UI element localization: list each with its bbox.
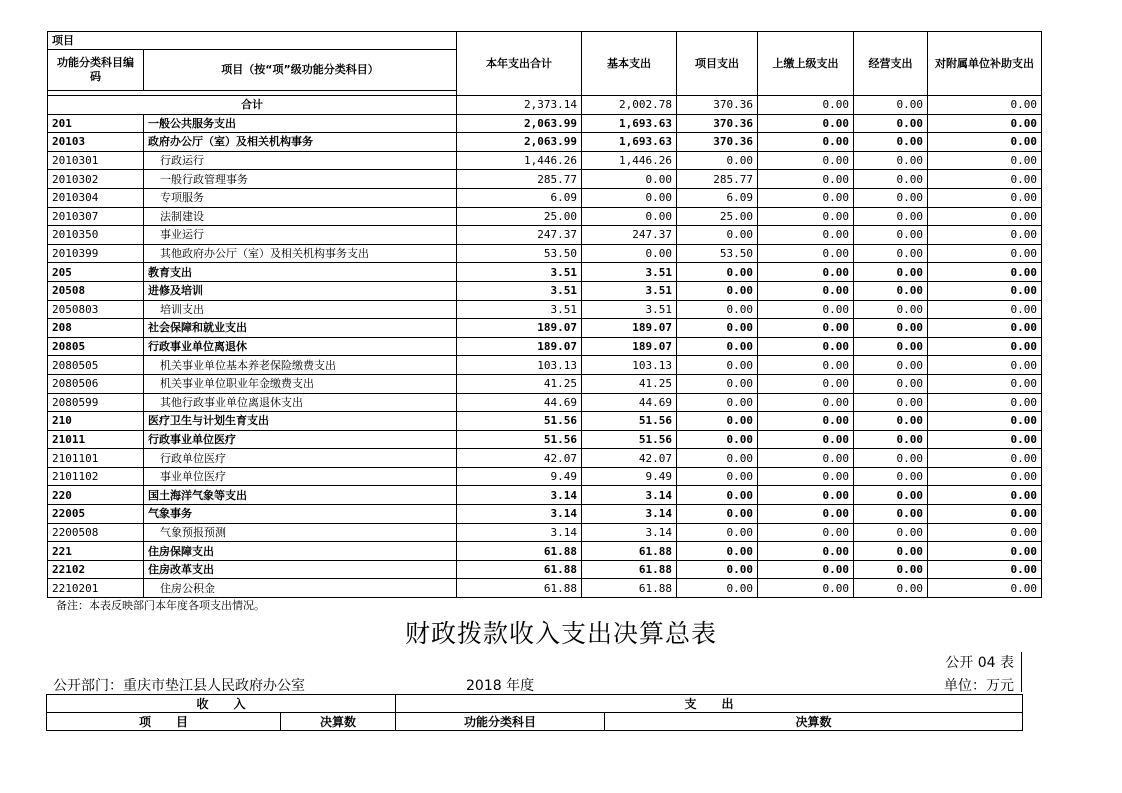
- year-label: 2018 年度: [466, 678, 535, 694]
- header-upper: 上缴上级支出: [758, 32, 854, 96]
- row-sub: 0.00: [928, 486, 1042, 505]
- row-basic: 0.00: [582, 188, 677, 207]
- row-basic: 3.14: [582, 505, 677, 524]
- row-basic: 3.14: [582, 486, 677, 505]
- total-total: 2,373.14: [457, 96, 582, 115]
- row-proj: 285.77: [677, 170, 758, 189]
- row-name: 行政单位医疗: [144, 449, 457, 468]
- row-upper: 0.00: [758, 467, 854, 486]
- row-sub: 0.00: [928, 263, 1042, 282]
- row-name: 专项服务: [144, 188, 457, 207]
- row-name: 培训支出: [144, 300, 457, 319]
- row-oper: 0.00: [854, 151, 928, 170]
- row-basic: 61.88: [582, 542, 677, 561]
- row-sub: 0.00: [928, 505, 1042, 524]
- header-project-expense: 项目支出: [677, 32, 758, 96]
- row-code: 20805: [48, 337, 144, 356]
- row-sub: 0.00: [928, 170, 1042, 189]
- row-proj: 0.00: [677, 542, 758, 561]
- row-code: 205: [48, 263, 144, 282]
- row-name: 机关事业单位基本养老保险缴费支出: [144, 356, 457, 375]
- row-upper: 0.00: [758, 374, 854, 393]
- row-proj: 370.36: [677, 114, 758, 133]
- row-total: 51.56: [457, 412, 582, 431]
- row-basic: 189.07: [582, 337, 677, 356]
- table-row: [48, 263, 1042, 282]
- row-sub: 0.00: [928, 449, 1042, 468]
- row-name: 住房保障支出: [144, 542, 457, 561]
- row-proj: 0.00: [677, 281, 758, 300]
- row-name: 住房公积金: [144, 579, 457, 598]
- row-name: 行政事业单位离退休: [144, 337, 457, 356]
- row-code: 201: [48, 114, 144, 133]
- row-upper: 0.00: [758, 151, 854, 170]
- row-code: 221: [48, 542, 144, 561]
- row-code: 2010307: [48, 207, 144, 226]
- row-total: 189.07: [457, 319, 582, 338]
- row-upper: 0.00: [758, 560, 854, 579]
- income-header: 收 入: [47, 695, 396, 713]
- row-total: 3.51: [457, 263, 582, 282]
- header-total: 本年支出合计: [457, 32, 582, 96]
- row-total: 44.69: [457, 393, 582, 412]
- total-proj: 370.36: [677, 96, 758, 115]
- row-code: 21011: [48, 430, 144, 449]
- row-upper: 0.00: [758, 319, 854, 338]
- table-row: [48, 188, 1042, 207]
- header-name: 项目（按“项”级功能分类科目）: [144, 50, 457, 91]
- total-label: 合计: [48, 96, 457, 115]
- row-proj: 370.36: [677, 133, 758, 152]
- row-proj: 0.00: [677, 356, 758, 375]
- row-proj: 0.00: [677, 393, 758, 412]
- row-proj: 0.00: [677, 263, 758, 282]
- row-proj: 0.00: [677, 337, 758, 356]
- row-total: 25.00: [457, 207, 582, 226]
- row-upper: 0.00: [758, 523, 854, 542]
- row-name: 事业运行: [144, 226, 457, 245]
- header-subsidy: 对附属单位补助支出: [928, 32, 1042, 96]
- row-code: 22102: [48, 560, 144, 579]
- row-oper: 0.00: [854, 188, 928, 207]
- function-header: 功能分类科目: [396, 713, 605, 731]
- row-code: 210: [48, 412, 144, 431]
- row-code: 20508: [48, 281, 144, 300]
- row-basic: 41.25: [582, 374, 677, 393]
- row-upper: 0.00: [758, 114, 854, 133]
- row-name: 进修及培训: [144, 281, 457, 300]
- row-sub: 0.00: [928, 226, 1042, 245]
- table-row: [48, 579, 1042, 598]
- row-basic: 1,446.26: [582, 151, 677, 170]
- total-upper: 0.00: [758, 96, 854, 115]
- row-basic: 51.56: [582, 412, 677, 431]
- row-sub: 0.00: [928, 244, 1042, 263]
- table-row: [48, 430, 1042, 449]
- table-row: [48, 226, 1042, 245]
- page-title: 财政拨款收入支出决算总表: [404, 619, 717, 648]
- row-code: 20103: [48, 133, 144, 152]
- row-upper: 0.00: [758, 356, 854, 375]
- row-total: 9.49: [457, 467, 582, 486]
- row-total: 3.14: [457, 505, 582, 524]
- row-oper: 0.00: [854, 207, 928, 226]
- row-upper: 0.00: [758, 281, 854, 300]
- row-total: 51.56: [457, 430, 582, 449]
- row-total: 2,063.99: [457, 133, 582, 152]
- row-basic: 0.00: [582, 170, 677, 189]
- row-proj: 0.00: [677, 486, 758, 505]
- row-oper: 0.00: [854, 281, 928, 300]
- row-name: 气象事务: [144, 505, 457, 524]
- row-name: 一般行政管理事务: [144, 170, 457, 189]
- row-code: 2080599: [48, 393, 144, 412]
- department-label: 公开部门：重庆市垫江县人民政府办公室: [53, 678, 305, 694]
- total-sub: 0.00: [928, 96, 1042, 115]
- row-upper: 0.00: [758, 449, 854, 468]
- row-sub: 0.00: [928, 393, 1042, 412]
- table-note: 备注：本表反映部门本年度各项支出情况。: [56, 599, 265, 612]
- row-total: 1,446.26: [457, 151, 582, 170]
- table-row: [48, 393, 1042, 412]
- row-oper: 0.00: [854, 430, 928, 449]
- row-sub: 0.00: [928, 560, 1042, 579]
- row-total: 285.77: [457, 170, 582, 189]
- table-row: [48, 114, 1042, 133]
- table-row: [48, 505, 1042, 524]
- row-name: 气象预报预测: [144, 523, 457, 542]
- row-upper: 0.00: [758, 226, 854, 245]
- row-sub: 0.00: [928, 412, 1042, 431]
- table-row: [48, 244, 1042, 263]
- row-proj: 0.00: [677, 523, 758, 542]
- expenditure-table: [47, 31, 1042, 598]
- row-upper: 0.00: [758, 486, 854, 505]
- table-row: [48, 374, 1042, 393]
- row-name: 机关事业单位职业年金缴费支出: [144, 374, 457, 393]
- table-row: [48, 319, 1042, 338]
- row-name: 一般公共服务支出: [144, 114, 457, 133]
- row-sub: 0.00: [928, 579, 1042, 598]
- row-name: 事业单位医疗: [144, 467, 457, 486]
- row-total: 103.13: [457, 356, 582, 375]
- row-total: 61.88: [457, 560, 582, 579]
- row-name: 其他政府办公厅（室）及相关机构事务支出: [144, 244, 457, 263]
- table-row: [48, 467, 1042, 486]
- row-basic: 3.51: [582, 263, 677, 282]
- row-proj: 0.00: [677, 374, 758, 393]
- row-oper: 0.00: [854, 486, 928, 505]
- divider-line: [1021, 652, 1022, 692]
- row-code: 2010304: [48, 188, 144, 207]
- row-code: 2010350: [48, 226, 144, 245]
- row-proj: 6.09: [677, 188, 758, 207]
- row-proj: 0.00: [677, 430, 758, 449]
- header-code: 功能分类科目编码: [48, 50, 144, 91]
- row-basic: 44.69: [582, 393, 677, 412]
- row-code: 2101101: [48, 449, 144, 468]
- row-upper: 0.00: [758, 188, 854, 207]
- row-total: 6.09: [457, 188, 582, 207]
- row-basic: 0.00: [582, 207, 677, 226]
- total-oper: 0.00: [854, 96, 928, 115]
- table-row: [48, 170, 1042, 189]
- row-sub: 0.00: [928, 114, 1042, 133]
- row-total: 3.14: [457, 523, 582, 542]
- row-oper: 0.00: [854, 263, 928, 282]
- row-name: 国土海洋气象等支出: [144, 486, 457, 505]
- row-basic: 42.07: [582, 449, 677, 468]
- row-sub: 0.00: [928, 207, 1042, 226]
- row-name: 医疗卫生与计划生育支出: [144, 412, 457, 431]
- row-oper: 0.00: [854, 170, 928, 189]
- row-oper: 0.00: [854, 133, 928, 152]
- row-sub: 0.00: [928, 356, 1042, 375]
- header-operating: 经营支出: [854, 32, 928, 96]
- row-upper: 0.00: [758, 263, 854, 282]
- row-upper: 0.00: [758, 579, 854, 598]
- row-name: 住房改革支出: [144, 560, 457, 579]
- table-row: [48, 300, 1042, 319]
- row-sub: 0.00: [928, 337, 1042, 356]
- row-total: 3.51: [457, 281, 582, 300]
- row-upper: 0.00: [758, 393, 854, 412]
- row-name: 其他行政事业单位离退休支出: [144, 393, 457, 412]
- row-proj: 0.00: [677, 319, 758, 338]
- row-proj: 0.00: [677, 449, 758, 468]
- row-upper: 0.00: [758, 505, 854, 524]
- header-project: 项目: [48, 32, 457, 50]
- header-basic: 基本支出: [582, 32, 677, 96]
- row-basic: 61.88: [582, 579, 677, 598]
- row-oper: 0.00: [854, 449, 928, 468]
- table-row: [48, 412, 1042, 431]
- row-upper: 0.00: [758, 170, 854, 189]
- row-total: 2,063.99: [457, 114, 582, 133]
- row-proj: 0.00: [677, 151, 758, 170]
- row-oper: 0.00: [854, 523, 928, 542]
- row-name: 行政运行: [144, 151, 457, 170]
- row-code: 220: [48, 486, 144, 505]
- row-basic: 0.00: [582, 244, 677, 263]
- row-oper: 0.00: [854, 319, 928, 338]
- row-oper: 0.00: [854, 356, 928, 375]
- row-proj: 53.50: [677, 244, 758, 263]
- row-proj: 25.00: [677, 207, 758, 226]
- row-oper: 0.00: [854, 467, 928, 486]
- row-code: 2080506: [48, 374, 144, 393]
- row-basic: 1,693.63: [582, 114, 677, 133]
- row-code: 208: [48, 319, 144, 338]
- row-total: 189.07: [457, 337, 582, 356]
- row-basic: 3.51: [582, 281, 677, 300]
- row-oper: 0.00: [854, 579, 928, 598]
- row-proj: 0.00: [677, 467, 758, 486]
- row-basic: 61.88: [582, 560, 677, 579]
- fiscal-summary-table: [46, 694, 1023, 731]
- row-upper: 0.00: [758, 207, 854, 226]
- row-name: 政府办公厅（室）及相关机构事务: [144, 133, 457, 152]
- row-total: 41.25: [457, 374, 582, 393]
- row-sub: 0.00: [928, 319, 1042, 338]
- expense-amount-header: 决算数: [605, 713, 1023, 731]
- row-basic: 51.56: [582, 430, 677, 449]
- table-row: [48, 337, 1042, 356]
- row-total: 247.37: [457, 226, 582, 245]
- row-proj: 0.00: [677, 412, 758, 431]
- row-sub: 0.00: [928, 188, 1042, 207]
- row-proj: 0.00: [677, 300, 758, 319]
- row-oper: 0.00: [854, 542, 928, 561]
- row-oper: 0.00: [854, 114, 928, 133]
- income-amount-header: 决算数: [281, 713, 396, 731]
- row-oper: 0.00: [854, 337, 928, 356]
- row-total: 3.14: [457, 486, 582, 505]
- table-row: [48, 281, 1042, 300]
- table-row: [48, 151, 1042, 170]
- row-basic: 3.14: [582, 523, 677, 542]
- row-total: 42.07: [457, 449, 582, 468]
- row-basic: 3.51: [582, 300, 677, 319]
- row-basic: 103.13: [582, 356, 677, 375]
- row-name: 行政事业单位医疗: [144, 430, 457, 449]
- row-sub: 0.00: [928, 281, 1042, 300]
- unit-label: 单位：万元: [944, 678, 1014, 694]
- row-proj: 0.00: [677, 579, 758, 598]
- row-oper: 0.00: [854, 393, 928, 412]
- table-row: [48, 560, 1042, 579]
- row-code: 2080505: [48, 356, 144, 375]
- item-header: 项 目: [47, 713, 281, 731]
- table-row: [48, 356, 1042, 375]
- form-number: 公开 04 表: [945, 655, 1014, 671]
- row-sub: 0.00: [928, 151, 1042, 170]
- table-row: [48, 449, 1042, 468]
- expense-header: 支 出: [396, 695, 1023, 713]
- row-upper: 0.00: [758, 542, 854, 561]
- row-code: 2010302: [48, 170, 144, 189]
- table-row: [48, 542, 1042, 561]
- row-sub: 0.00: [928, 300, 1042, 319]
- row-code: 2101102: [48, 467, 144, 486]
- row-oper: 0.00: [854, 300, 928, 319]
- row-total: 3.51: [457, 300, 582, 319]
- row-proj: 0.00: [677, 226, 758, 245]
- row-upper: 0.00: [758, 133, 854, 152]
- row-code: 2210201: [48, 579, 144, 598]
- row-total: 53.50: [457, 244, 582, 263]
- row-proj: 0.00: [677, 505, 758, 524]
- row-name: 社会保障和就业支出: [144, 319, 457, 338]
- row-sub: 0.00: [928, 542, 1042, 561]
- table-row: [48, 207, 1042, 226]
- row-code: 2010301: [48, 151, 144, 170]
- row-code: 2010399: [48, 244, 144, 263]
- row-name: 法制建设: [144, 207, 457, 226]
- row-oper: 0.00: [854, 226, 928, 245]
- row-upper: 0.00: [758, 430, 854, 449]
- row-sub: 0.00: [928, 430, 1042, 449]
- row-oper: 0.00: [854, 244, 928, 263]
- row-oper: 0.00: [854, 560, 928, 579]
- row-code: 2050803: [48, 300, 144, 319]
- row-upper: 0.00: [758, 244, 854, 263]
- table-row: [48, 523, 1042, 542]
- row-oper: 0.00: [854, 412, 928, 431]
- row-code: 2200508: [48, 523, 144, 542]
- row-upper: 0.00: [758, 337, 854, 356]
- row-basic: 189.07: [582, 319, 677, 338]
- row-oper: 0.00: [854, 374, 928, 393]
- row-sub: 0.00: [928, 523, 1042, 542]
- row-basic: 9.49: [582, 467, 677, 486]
- row-upper: 0.00: [758, 300, 854, 319]
- row-basic: 1,693.63: [582, 133, 677, 152]
- row-sub: 0.00: [928, 374, 1042, 393]
- row-name: 教育支出: [144, 263, 457, 282]
- row-total: 61.88: [457, 579, 582, 598]
- total-basic: 2,002.78: [582, 96, 677, 115]
- table-row: [48, 133, 1042, 152]
- row-oper: 0.00: [854, 505, 928, 524]
- row-proj: 0.00: [677, 560, 758, 579]
- row-basic: 247.37: [582, 226, 677, 245]
- row-sub: 0.00: [928, 467, 1042, 486]
- row-upper: 0.00: [758, 412, 854, 431]
- row-code: 22005: [48, 505, 144, 524]
- table-row: [48, 486, 1042, 505]
- row-sub: 0.00: [928, 133, 1042, 152]
- row-total: 61.88: [457, 542, 582, 561]
